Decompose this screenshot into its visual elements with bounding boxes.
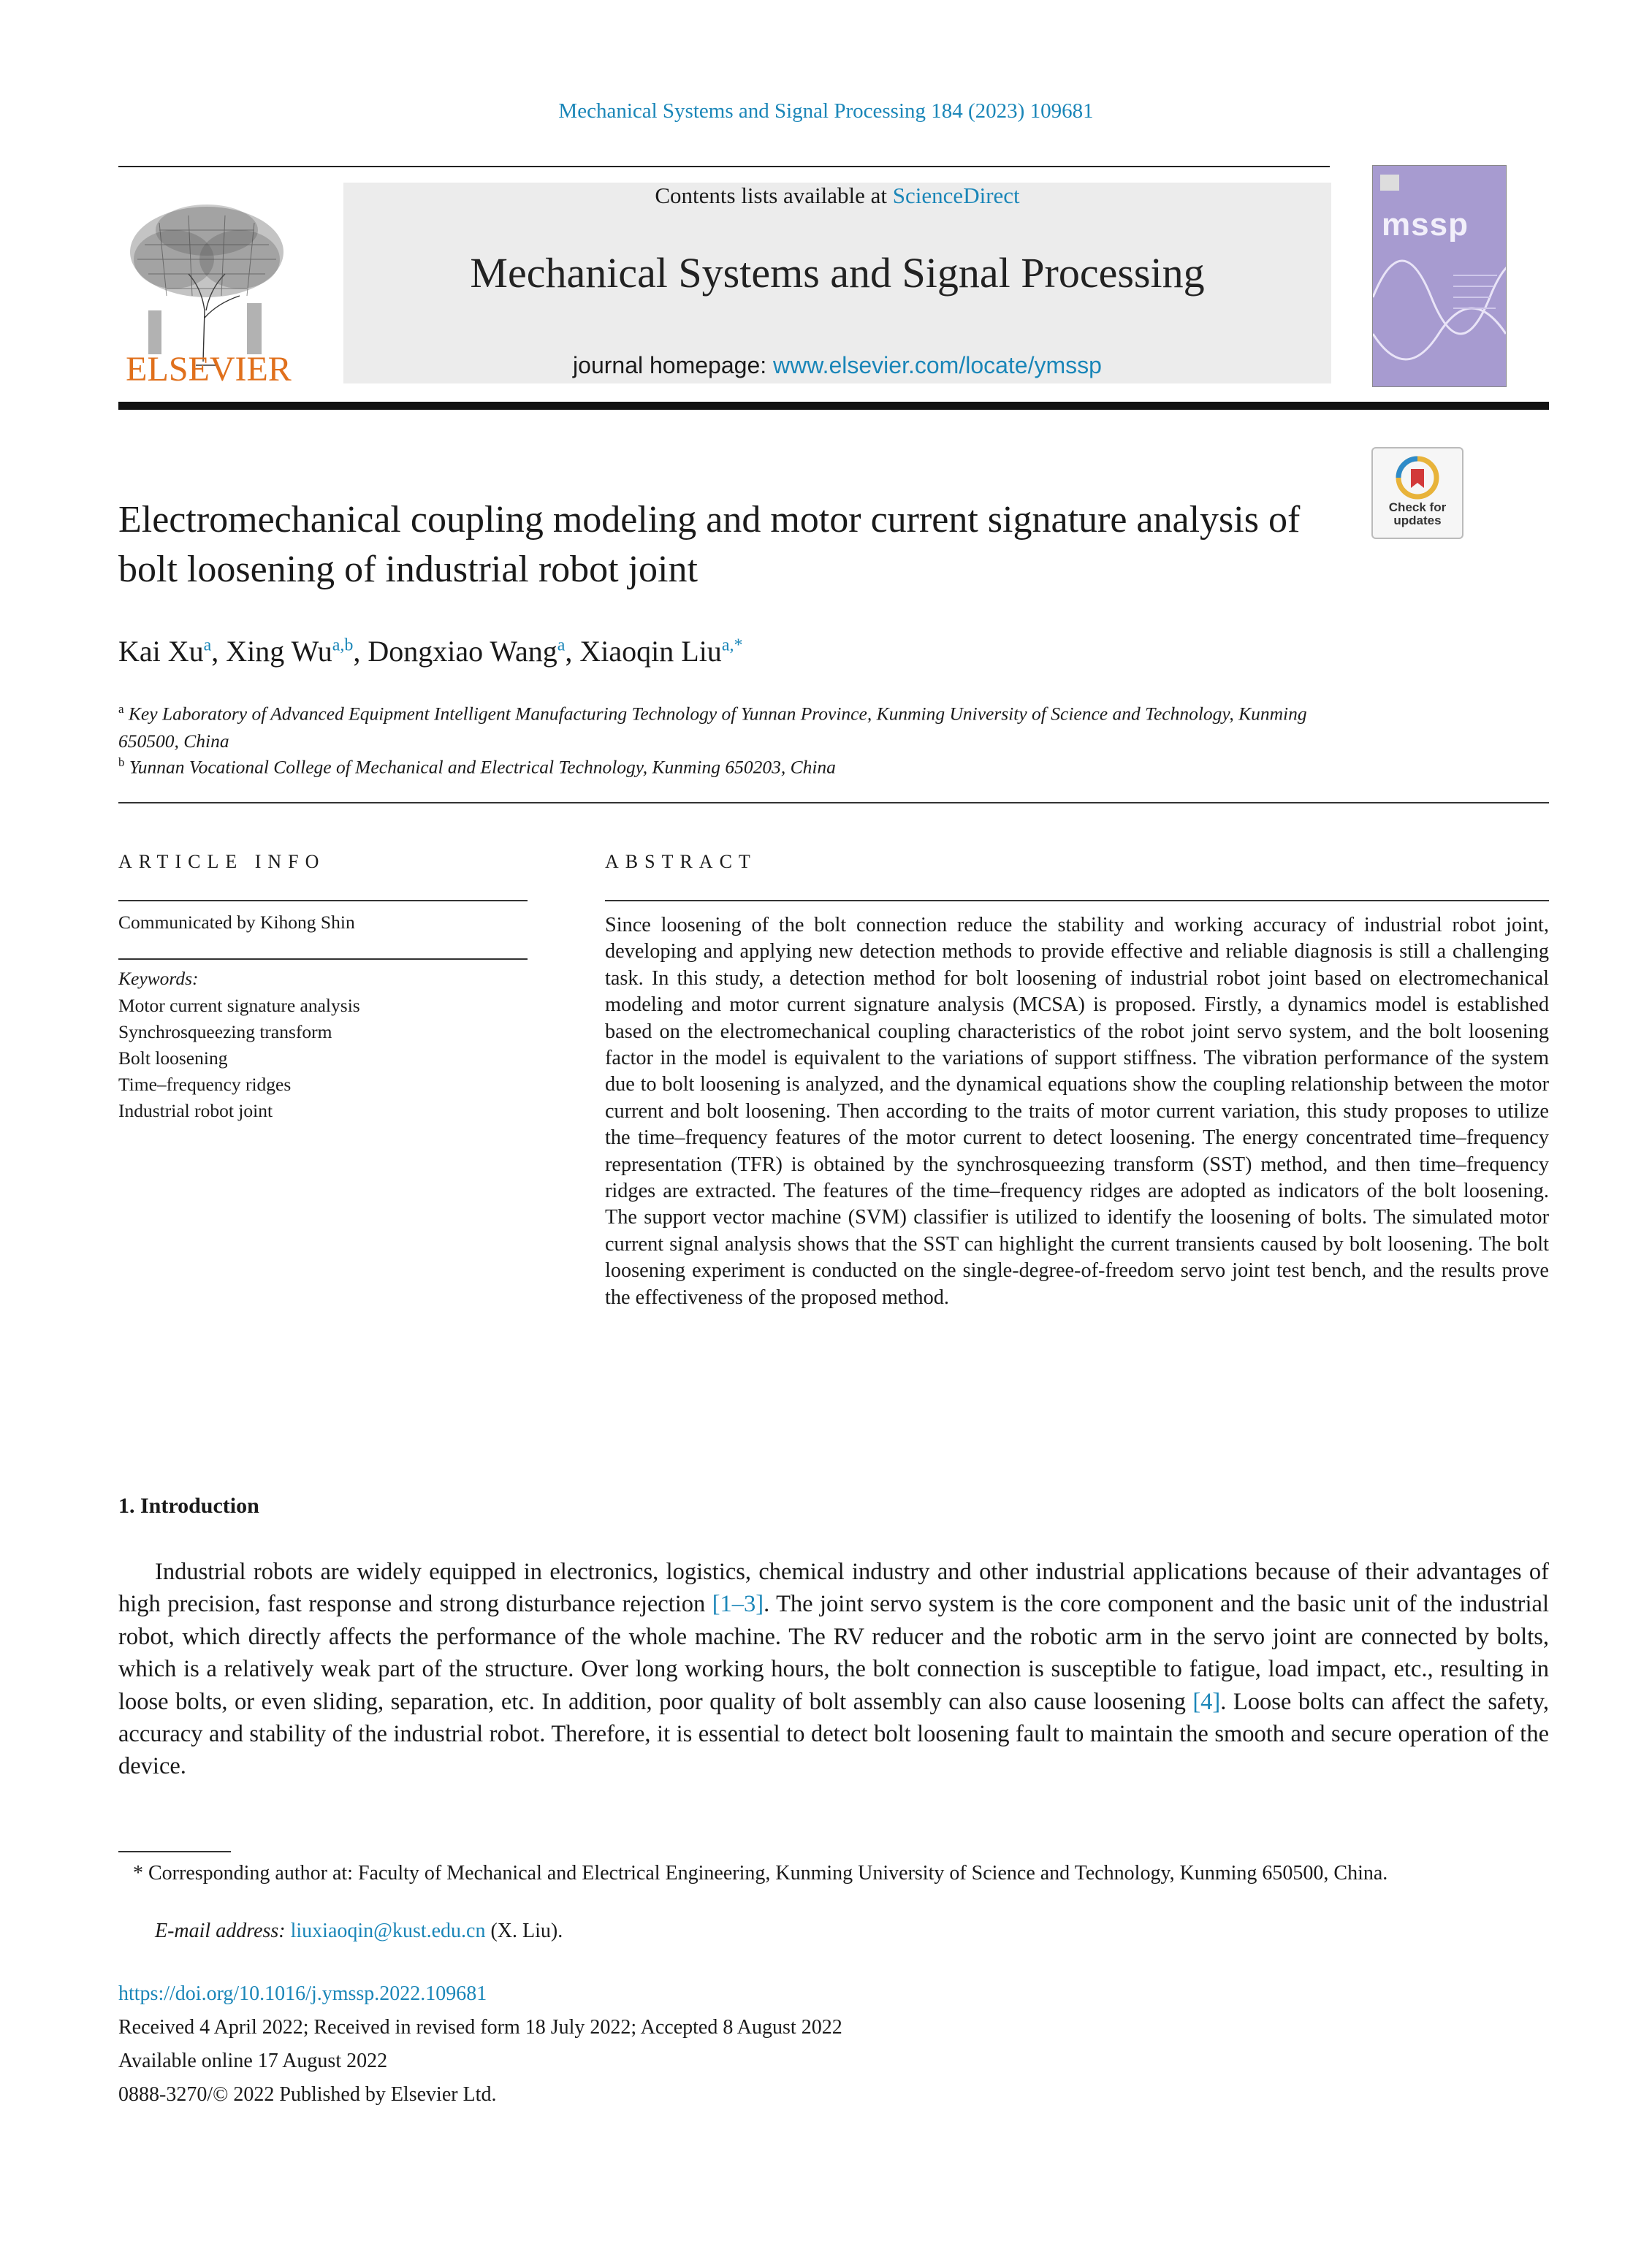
corresponding-author-note: * Corresponding author at: Faculty of Mechanical and Electrical Engineering, Kunming University of Science and Technology, Kunming 650500, China. xyxy=(133,1862,1388,1885)
abstract-heading: ABSTRACT xyxy=(605,851,757,872)
author-list xyxy=(118,634,742,668)
author-separator: , xyxy=(211,635,227,668)
elsevier-wordmark: ELSEVIER xyxy=(126,350,292,389)
homepage-prefix: journal homepage: xyxy=(573,352,774,378)
keywords-rule xyxy=(118,958,528,960)
paper-title: Electromechanical coupling modeling and motor current signature analysis of bolt loosening of industrial robot joint xyxy=(118,499,1301,590)
keyword-item: Motor current signature analysis xyxy=(118,995,360,1016)
header-rule xyxy=(118,166,1330,167)
intro-text: . The joint servo system is the core component and the basic unit of the industrial robot, which directly affects the performance of the whole machine. The RV reducer and the robotic arm in the servo joint are connected by bolts, which is a relatively weak part of the structure. Over long working hours, the bolt connection is susceptible to fatigue, load impact, etc., resulting in loose bolts, or even sliding, separation, etc. In addition, poor quality of bolt assembly can also cause loosening xyxy=(118,1591,1549,1715)
author-name: Dongxiao Wang xyxy=(368,635,557,668)
homepage-link[interactable]: www.elsevier.com/locate/ymssp xyxy=(773,352,1102,378)
doi-link[interactable]: https://doi.org/10.1016/j.ymssp.2022.109681 xyxy=(118,1982,487,2005)
keyword-item: Time–frequency ridges xyxy=(118,1074,292,1095)
contents-line xyxy=(343,183,1331,209)
intro-text: Industrial robots are widely equipped in electronics, logistics, chemical industry and other industrial applications because of their advantages of high precision, fast response and strong disturbance rejection xyxy=(118,1559,1549,1618)
sciencedirect-link[interactable]: ScienceDirect xyxy=(892,183,1020,208)
citation-link[interactable]: [4] xyxy=(1192,1688,1221,1715)
author-name: Xing Wu xyxy=(226,635,332,668)
copyright-line: 0888-3270/© 2022 Published by Elsevier Ltd. xyxy=(118,2083,497,2106)
homepage-line xyxy=(343,352,1331,379)
keyword-item: Synchrosqueezing transform xyxy=(118,1021,332,1042)
intro-text: . Loose bolts can affect the safety, accuracy and stability of the industrial robot. Therefore, it is essential to detect bolt loosening fault to maintain the smooth and secure operation of the device. xyxy=(118,1688,1549,1780)
keywords-label: Keywords: xyxy=(118,968,199,989)
article-info-rule xyxy=(118,900,528,901)
author-affil-mark[interactable]: a,b xyxy=(332,635,354,655)
email-link[interactable]: liuxiaoqin@kust.edu.cn xyxy=(290,1920,486,1942)
available-online: Available online 17 August 2022 xyxy=(118,2050,388,2072)
introduction-paragraph xyxy=(118,1556,1549,1783)
footnote-rule xyxy=(118,1851,231,1852)
affiliation-mark: a xyxy=(118,702,124,716)
received-dates: Received 4 April 2022; Received in revised form 18 July 2022; Accepted 8 August 2022 xyxy=(118,2016,842,2039)
check-for-updates-button[interactable] xyxy=(1371,447,1463,539)
check-updates-icon xyxy=(1396,456,1439,500)
author-separator: , xyxy=(353,635,368,668)
check-updates-label: Check for updates xyxy=(1388,500,1447,527)
contents-prefix: Contents lists available at xyxy=(655,183,893,208)
author-affil-mark[interactable]: a xyxy=(203,635,212,655)
communicated-by: Communicated by Kihong Shin xyxy=(118,912,355,933)
author-name: Xiaoqin Liu xyxy=(579,635,722,668)
keyword-item: Bolt loosening xyxy=(118,1047,228,1069)
affiliation-b xyxy=(118,749,1360,781)
abstract-text: Since loosening of the bolt connection reduce the stability and working accuracy of industrial robot joint, developing and applying new detection methods to provide effective and reliable diagnosis is still a challenging task. In this study, a detection method for bolt loosening of industrial robot joint based on electromechanical modeling and motor current signature analysis (MCSA) is proposed. Firstly, a dynamics model is established based on the electromechanical coupling characteristics of the robot joint servo system, and the bolt loosening factor in the model is equivalent to the variations of support stiffness. The vibration performance of the system due to bolt loosening is analyzed, and the dynamical equations show the coupling relationship between the motor current and bolt loosening. Then according to the traits of motor current variation, this study proposes to utilize the time–frequency features of the motor current to detect loosening. The energy concentrated time–frequency representation (TFR) is obtained by the synchrosqueezing transform (SST) method, and then time–frequency ridges are extracted. The features of the time–frequency ridges are adopted as indicators of the bolt loosening. The support vector machine (SVM) classifier is utilized to identify the loosening of bolts. The simulated motor current signal analysis shows that the SST can highlight the current transients caused by bolt loosening. The bolt loosening experiment is conducted on the single-degree-of-freedom servo joint test bench, and the results prove the effectiveness of the proposed method. xyxy=(605,914,1549,1309)
email-line xyxy=(155,1920,563,1943)
citation-link[interactable]: [1–3] xyxy=(712,1591,764,1618)
journal-cover-image[interactable] xyxy=(1372,165,1507,387)
cover-title: mssp xyxy=(1382,207,1469,243)
keyword-item: Industrial robot joint xyxy=(118,1100,273,1121)
email-label: E-mail address: xyxy=(155,1920,291,1942)
journal-reference[interactable]: Mechanical Systems and Signal Processing 184 (2023) 109681 xyxy=(558,99,1094,123)
affiliation-text: Yunnan Vocational College of Mechanical and Electrical Technology, Kunming 650203, China xyxy=(129,756,836,778)
header-thick-rule xyxy=(118,402,1549,410)
journal-title: Mechanical Systems and Signal Processing xyxy=(470,249,1205,297)
section-heading-introduction: 1. Introduction xyxy=(118,1494,259,1518)
email-suffix: (X. Liu). xyxy=(485,1920,563,1942)
author-separator: , xyxy=(565,635,580,668)
affiliation-rule xyxy=(118,802,1549,803)
author-affil-mark[interactable]: a xyxy=(557,635,566,655)
article-info-heading: ARTICLE INFO xyxy=(118,851,326,872)
affiliation-text: Key Laboratory of Advanced Equipment Intelligent Manufacturing Technology of Yunnan Province, Kunming University of Science and Technology, Kunming 650500, China xyxy=(118,703,1307,752)
author-name: Kai Xu xyxy=(118,635,204,668)
author-affil-mark[interactable]: a,* xyxy=(721,635,743,655)
cover-wave-icon xyxy=(1373,166,1506,386)
affiliation-mark: b xyxy=(118,755,125,769)
abstract-rule xyxy=(605,900,1549,901)
affiliation-a xyxy=(118,695,1360,755)
